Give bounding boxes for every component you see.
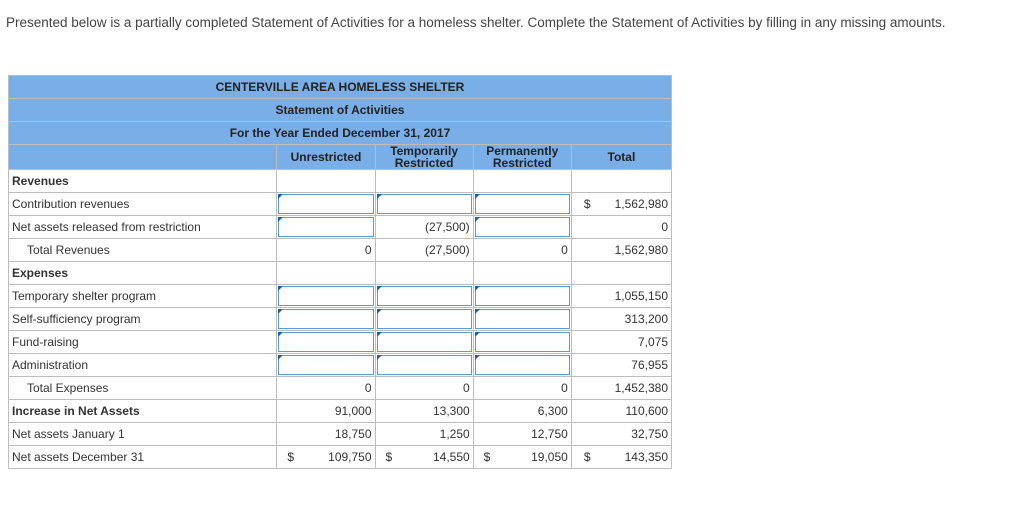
total-expenses-row [9,377,672,400]
dec31-perm-value: 19,050 [531,450,568,464]
col-temporarily-restricted [375,145,473,170]
fund-raising-unrestricted-input[interactable] [277,331,375,354]
increase-temp: 13,300 [375,400,473,423]
col-perm-line2: Restricted [492,156,552,170]
released-unrestricted-input[interactable] [277,216,375,239]
dec31-total [571,446,671,469]
administration-perm-input[interactable] [473,354,571,377]
increase-total: 110,600 [571,400,671,423]
total-revenues-unres: 0 [277,239,375,262]
fund-raising-temp-input[interactable] [375,331,473,354]
dec31-label: Net assets December 31 [9,446,277,469]
total-expenses-temp: 0 [375,377,473,400]
expenses-heading: Expenses [9,262,277,285]
self-sufficiency-label: Self-sufficiency program [9,308,277,331]
fund-raising-label: Fund-raising [9,331,277,354]
dec31-unres-value: 109,750 [328,450,372,464]
statement-of-activities-table [8,75,672,469]
released-perm-input[interactable] [473,216,571,239]
fund-raising-total: 7,075 [571,331,671,354]
expenses-heading-row [9,262,672,285]
temp-shelter-total: 1,055,150 [571,285,671,308]
dec31-unres [277,446,375,469]
contribution-label: Contribution revenues [9,193,277,216]
blank-header [9,145,277,170]
temp-shelter-perm-input[interactable] [473,285,571,308]
total-expenses-total: 1,452,380 [571,377,671,400]
contribution-unrestricted-input[interactable] [277,193,375,216]
dec31-total-value: 143,350 [624,450,668,464]
self-sufficiency-perm-input[interactable] [473,308,571,331]
instructions-text: Presented below is a partially completed Statement of Activities for a homeless shelter. Complete the Statement of Activities by filling in any missing amounts. [6,15,946,30]
temp-shelter-unrestricted-input[interactable] [277,285,375,308]
administration-label: Administration [9,354,277,377]
total-revenues-row [9,239,672,262]
total-expenses-unres: 0 [277,377,375,400]
header-org-row [9,76,672,99]
header-period-row [9,122,672,145]
self-sufficiency-temp-input[interactable] [375,308,473,331]
total-revenues-perm: 0 [473,239,571,262]
temp-shelter-row [9,285,672,308]
increase-label: Increase in Net Assets [9,400,277,423]
col-perm-line1: Permanently [486,144,559,158]
jan1-total: 32,750 [571,423,671,446]
total-expenses-perm: 0 [473,377,571,400]
administration-temp-input[interactable] [375,354,473,377]
total-revenues-temp: (27,500) [375,239,473,262]
total-expenses-label: Total Expenses [9,377,277,400]
col-total: Total [571,145,671,170]
contribution-perm-input[interactable] [473,193,571,216]
col-permanently-restricted [473,145,571,170]
total-revenues-label: Total Revenues [9,239,277,262]
statement-period: For the Year Ended December 31, 2017 [9,122,672,145]
self-sufficiency-unrestricted-input[interactable] [277,308,375,331]
total-revenues-total: 1,562,980 [571,239,671,262]
dec31-perm [473,446,571,469]
fund-raising-perm-input[interactable] [473,331,571,354]
released-total: 0 [571,216,671,239]
col-temp-line1: Temporarily [390,144,458,158]
self-sufficiency-row [9,308,672,331]
contribution-temp-input[interactable] [375,193,473,216]
self-sufficiency-total: 313,200 [571,308,671,331]
revenues-heading: Revenues [9,170,277,193]
jan1-row [9,423,672,446]
header-statement-row [9,99,672,122]
column-header-row [9,145,672,170]
increase-row [9,400,672,423]
administration-unrestricted-input[interactable] [277,354,375,377]
increase-unres: 91,000 [277,400,375,423]
temp-shelter-temp-input[interactable] [375,285,473,308]
statement-title: Statement of Activities [9,99,672,122]
currency-sign: $ [483,450,491,464]
contribution-total-value: 1,562,980 [614,197,668,211]
revenues-heading-row [9,170,672,193]
currency-sign: $ [583,197,591,211]
jan1-temp: 1,250 [375,423,473,446]
jan1-unres: 18,750 [277,423,375,446]
jan1-perm: 12,750 [473,423,571,446]
temp-shelter-label: Temporary shelter program [9,285,277,308]
col-unrestricted: Unrestricted [277,145,375,170]
org-name: CENTERVILLE AREA HOMELESS SHELTER [9,76,672,99]
released-temp: (27,500) [375,216,473,239]
contribution-total [571,193,671,216]
currency-sign: $ [583,450,591,464]
contribution-row [9,193,672,216]
dec31-row [9,446,672,469]
fund-raising-row [9,331,672,354]
currency-sign: $ [385,450,393,464]
jan1-label: Net assets January 1 [9,423,277,446]
dec31-temp-value: 14,550 [432,450,470,464]
dec31-temp [375,446,473,469]
administration-total: 76,955 [571,354,671,377]
released-row [9,216,672,239]
col-temp-line2: Restricted [394,156,454,170]
currency-sign: $ [287,450,295,464]
administration-row [9,354,672,377]
released-label: Net assets released from restriction [9,216,277,239]
increase-perm: 6,300 [473,400,571,423]
